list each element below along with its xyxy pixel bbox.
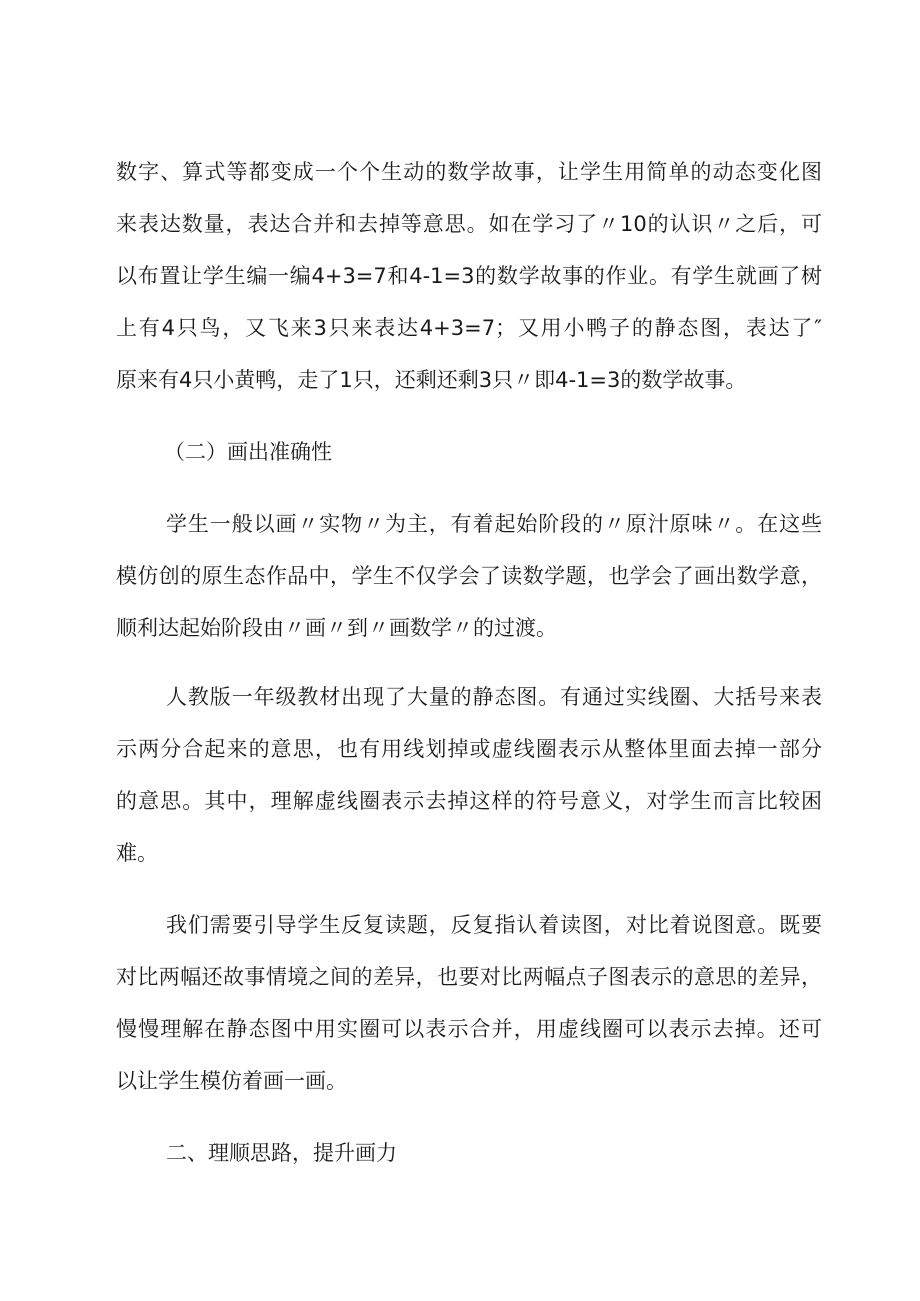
paragraph-4-line-2: 对比两幅还故事情境之间的差异，也要对比两幅点子图表示的意思的差异，	[116, 965, 822, 989]
section-heading-2: （二）画出准确性	[164, 440, 332, 464]
paragraph-1-line-4: 上有4只鸟，又飞来3只来表达4+3=7；又用小鸭子的静态图，表达了″	[116, 316, 822, 340]
paragraph-1-line-3: 以布置让学生编一编4+3=7和4-1=3的数学故事的作业。有学生就画了树	[116, 264, 822, 288]
paragraph-2-line-3: 顺利达起始阶段由〃画〃到〃画数学〃的过渡。	[116, 616, 557, 640]
paragraph-3-line-1: 人教版一年级教材出现了大量的静态图。有通过实线圈、大括号来表	[166, 685, 822, 709]
paragraph-4-line-4: 以让学生模仿着画一画。	[116, 1069, 347, 1093]
paragraph-4-line-3: 慢慢理解在静态图中用实圈可以表示合并，用虚线圈可以表示去掉。还可	[116, 1017, 822, 1041]
section-heading-3: 二、理顺思路，提升画力	[166, 1141, 397, 1165]
paragraph-3-line-4: 难。	[116, 841, 158, 865]
paragraph-4-line-1: 我们需要引导学生反复读题，反复指认着读图，对比着说图意。既要	[166, 913, 822, 937]
paragraph-1-line-5: 原来有4只小黄鸭，走了1只，还剩还剩3只〃即4-1=3的数学故事。	[116, 368, 747, 392]
paragraph-1-line-1: 数字、算式等都变成一个个生动的数学故事，让学生用简单的动态变化图	[116, 160, 822, 184]
paragraph-1-line-2: 来表达数量，表达合并和去掉等意思。如在学习了〃10的认识〃之后，可	[116, 212, 822, 236]
paragraph-2-line-2: 模仿创的原生态作品中，学生不仅学会了读数学题，也学会了画出数学意，	[116, 564, 822, 588]
paragraph-3-line-2: 示两分合起来的意思，也有用线划掉或虚线圈表示从整体里面去掉一部分	[116, 737, 822, 761]
paragraph-2-line-1: 学生一般以画〃实物〃为主，有着起始阶段的〃原汁原味〃。在这些	[166, 512, 822, 536]
paragraph-3-line-3: 的意思。其中，理解虚线圈表示去掉这样的符号意义，对学生而言比较困	[116, 789, 822, 813]
